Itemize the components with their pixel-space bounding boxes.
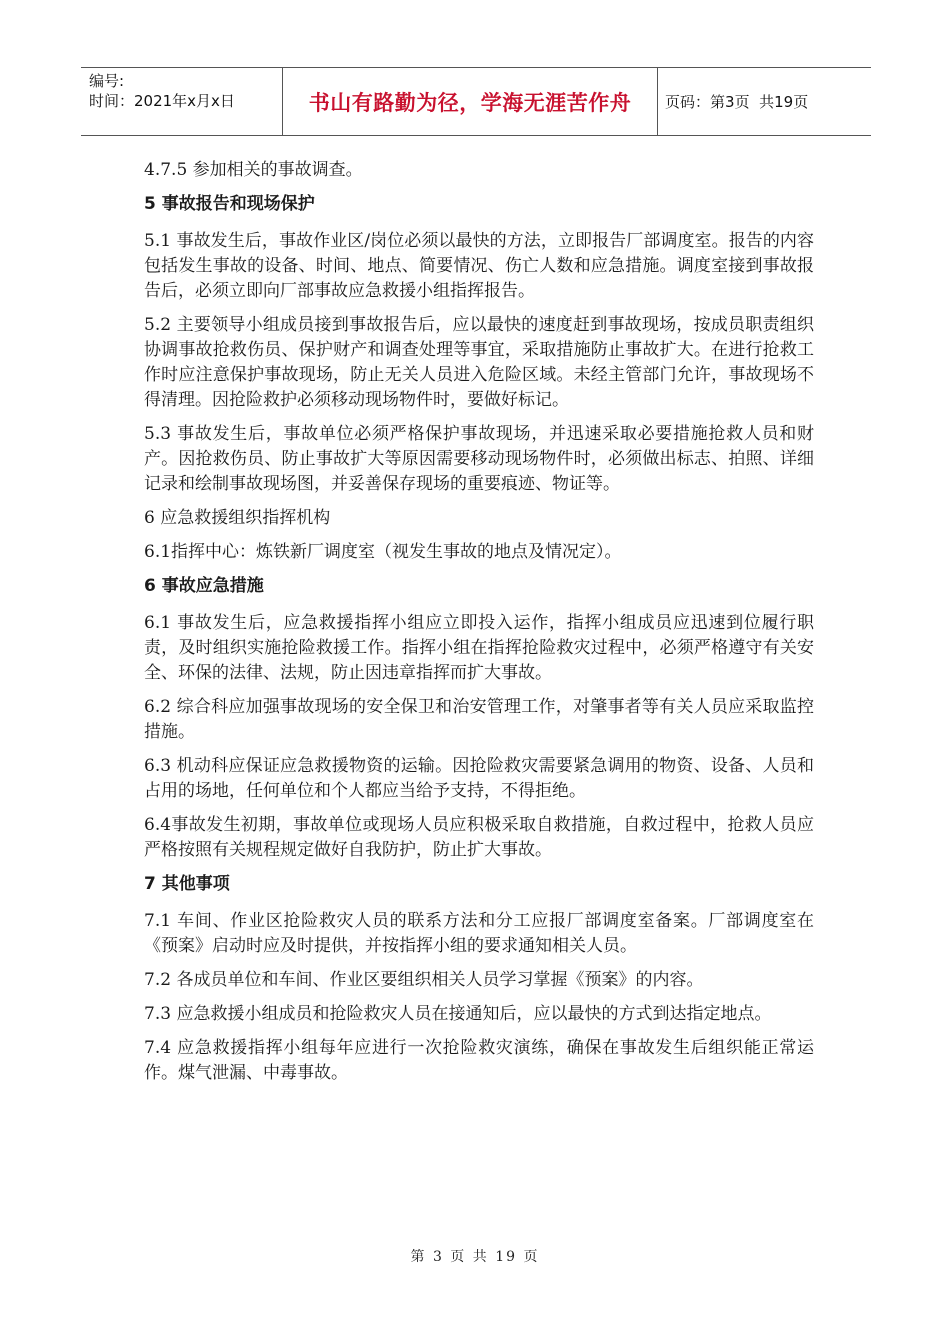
paragraph: 5.3 事故发生后，事故单位必须严格保护事故现场，并迅速采取必要措施抢救人员和财产。因抢救伤员、防止事故扩大等原因需要移动现场物件时，必须做出标志、拍照、详细记录和绘制事故现场图，并妥善保存现场的重要痕迹、物证等。 bbox=[144, 424, 814, 494]
document-body bbox=[144, 158, 814, 1095]
paragraph: 7.4 应急救援指挥小组每年应进行一次抢险救灾演练，确保在事故发生后组织能正常运作。煤气泄漏、中毒事故。 bbox=[144, 1038, 814, 1083]
paragraph: 6.1指挥中心：炼铁新厂调度室（视发生事故的地点及情况定）。 bbox=[144, 542, 622, 562]
paragraph: 6.4事故发生初期，事故单位或现场人员应积极采取自救措施，自救过程中，抢救人员应严格按照有关规程规定做好自我防护，防止扩大事故。 bbox=[144, 815, 814, 860]
header-page-number bbox=[665, 67, 808, 136]
page-mid: 页 共 bbox=[734, 93, 775, 111]
page-current: 3 bbox=[725, 92, 735, 111]
paragraph: 6 应急救援组织指挥机构 bbox=[144, 508, 331, 528]
paragraph: 6.3 机动科应保证应急救援物资的运输。因抢险救灾需要紧急调用的物资、设备、人员和占用的场地，任何单位和个人都应当给予支持，不得拒绝。 bbox=[144, 756, 814, 801]
paragraph: 6.1 事故发生后，应急救援指挥小组应立即投入运作，指挥小组成员应迅速到位履行职责，及时组织实施抢险救援工作。指挥小组在指挥抢险救灾过程中，必须严格遵守有关安全、环保的法律、法规，防止因违章指挥而扩大事故。 bbox=[144, 613, 814, 683]
page-header bbox=[81, 67, 871, 136]
document-number-label: 编号: bbox=[89, 72, 125, 90]
paragraph: 6.2 综合科应加强事故现场的安全保卫和治安管理工作，对肇事者等有关人员应采取监控措施。 bbox=[144, 697, 814, 742]
header-motto: 书山有路勤为径，学海无涯苦作舟 bbox=[308, 90, 632, 115]
page-prefix: 页码：第 bbox=[665, 93, 726, 111]
paragraph: 4.7.5 参加相关的事故调查。 bbox=[144, 160, 363, 180]
header-divider-right bbox=[657, 67, 658, 136]
paragraph: 5.1 事故发生后，事故作业区/岗位必须以最快的方法，立即报告厂部调度室。报告的内容包括发生事故的设备、时间、地点、简要情况、伤亡人数和应急措施。调度室接到事故报告后，必须立即向厂部事故应急救援小组指挥报告。 bbox=[144, 231, 814, 301]
paragraph: 7.1 车间、作业区抢险救灾人员的联系方法和分工应报厂部调度室备案。厂部调度室在《预案》启动时应及时提供，并按指挥小组的要求通知相关人员。 bbox=[144, 911, 814, 956]
page-suffix: 页 bbox=[793, 93, 809, 111]
paragraph: 7.2 各成员单位和车间、作业区要组织相关人员学习掌握《预案》的内容。 bbox=[144, 970, 704, 990]
section-heading: 6 事故应急措施 bbox=[144, 576, 264, 596]
paragraph: 5.2 主要领导小组成员接到事故报告后，应以最快的速度赶到事故现场，按成员职责组织协调事故抢救伤员、保护财产和调查处理等事宜，采取措施防止事故扩大。在进行抢救工作时应注意保护事故现场，防止无关人员进入危险区域。未经主管部门允许，事故现场不得清理。因抢险救护必须移动现场物件时，要做好标记。 bbox=[144, 315, 814, 410]
header-meta bbox=[89, 71, 289, 111]
document-date: 时间：2021年x月x日 bbox=[89, 92, 235, 110]
page-footer: 第 3 页 共 19 页 bbox=[410, 1249, 540, 1265]
section-heading: 5 事故报告和现场保护 bbox=[144, 194, 315, 214]
page-total: 19 bbox=[774, 92, 794, 111]
paragraph: 7.3 应急救援小组成员和抢险救灾人员在接通知后，应以最快的方式到达指定地点。 bbox=[144, 1004, 772, 1024]
section-heading: 7 其他事项 bbox=[144, 874, 230, 894]
